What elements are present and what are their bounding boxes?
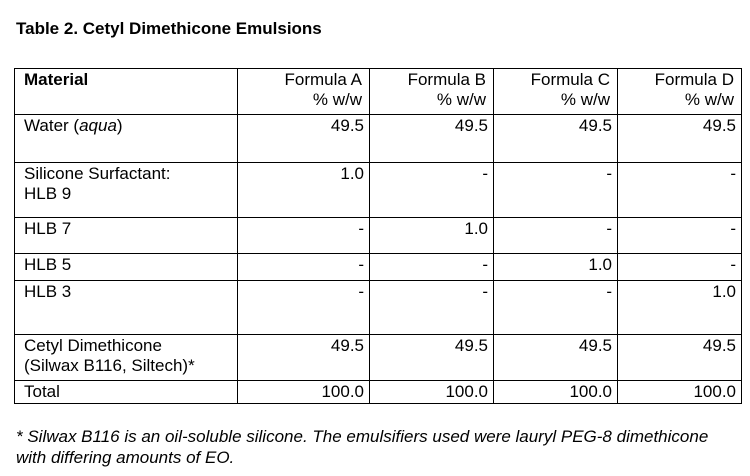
cell-value: 100.0: [238, 381, 370, 404]
formula-b-name: Formula B: [407, 70, 486, 89]
formula-c-name: Formula C: [530, 70, 610, 89]
cell-value: 49.5: [238, 335, 370, 381]
cell-value: 49.5: [370, 335, 494, 381]
row-label-silicone-surfactant: [15, 163, 238, 218]
cell-value: 1.0: [370, 218, 494, 254]
cetyl-dimethicone-label: Cetyl Dimethicone: [24, 336, 162, 355]
cell-value: 49.5: [618, 335, 742, 381]
cell-value: 49.5: [618, 115, 742, 163]
cetyl-dimethicone-sublabel: (Silwax B116, Siltech)*: [24, 356, 195, 375]
row-label-hlb5: HLB 5: [15, 254, 238, 281]
row-label-total: Total: [15, 381, 238, 404]
formula-b-unit: % w/w: [436, 90, 486, 109]
cell-value: 100.0: [618, 381, 742, 404]
table-row: [15, 163, 742, 218]
table-row: [15, 381, 742, 404]
table-footnote: * Silwax B116 is an oil-soluble silicone. The emulsifiers used were lauryl PEG-8 dimethicone with differing amounts of EO.: [16, 427, 709, 467]
water-label-em: aqua: [79, 116, 117, 135]
water-label-pre: Water (: [24, 116, 80, 135]
table-title: Table 2. Cetyl Dimethicone Emulsions: [16, 19, 322, 38]
cell-value: -: [618, 163, 742, 218]
cell-value: 49.5: [494, 335, 618, 381]
row-label-hlb7: HLB 7: [15, 218, 238, 254]
row-label-hlb3: HLB 3: [15, 281, 238, 335]
material-header-label: Material: [24, 70, 89, 89]
formula-d-header: [618, 69, 742, 115]
cell-value: -: [494, 163, 618, 218]
cell-value: -: [370, 281, 494, 335]
cell-value: -: [370, 254, 494, 281]
table-row: [15, 335, 742, 381]
cell-value: 100.0: [370, 381, 494, 404]
formula-a-name: Formula A: [284, 70, 362, 89]
cell-value: -: [494, 281, 618, 335]
formula-a-unit: % w/w: [312, 90, 362, 109]
row-label-water: [15, 115, 238, 163]
formula-d-name: Formula D: [654, 70, 734, 89]
cell-value: -: [370, 163, 494, 218]
row-label-cetyl-dimethicone: [15, 335, 238, 381]
cell-value: 49.5: [494, 115, 618, 163]
cell-value: 49.5: [370, 115, 494, 163]
cell-value: 1.0: [618, 281, 742, 335]
cell-value: 49.5: [238, 115, 370, 163]
cell-value: 100.0: [494, 381, 618, 404]
formula-b-header: [370, 69, 494, 115]
formula-c-unit: % w/w: [560, 90, 610, 109]
cell-value: -: [238, 218, 370, 254]
table-row: [15, 281, 742, 335]
cell-value: -: [618, 218, 742, 254]
table-row: [15, 115, 742, 163]
formula-a-header: [238, 69, 370, 115]
header-row: [15, 69, 742, 115]
cell-value: 1.0: [238, 163, 370, 218]
cell-value: -: [494, 218, 618, 254]
emulsion-table: [14, 68, 742, 404]
formula-d-unit: % w/w: [684, 90, 734, 109]
table-row: [15, 218, 742, 254]
cell-value: -: [618, 254, 742, 281]
water-label-post: ): [116, 116, 123, 135]
formula-c-header: [494, 69, 618, 115]
hlb9-label: HLB 9: [24, 184, 72, 203]
table-row: [15, 254, 742, 281]
cell-value: -: [238, 281, 370, 335]
material-column-header: [15, 69, 238, 115]
silicone-surfactant-label: Silicone Surfactant:: [24, 164, 171, 183]
cell-value: 1.0: [494, 254, 618, 281]
cell-value: -: [238, 254, 370, 281]
